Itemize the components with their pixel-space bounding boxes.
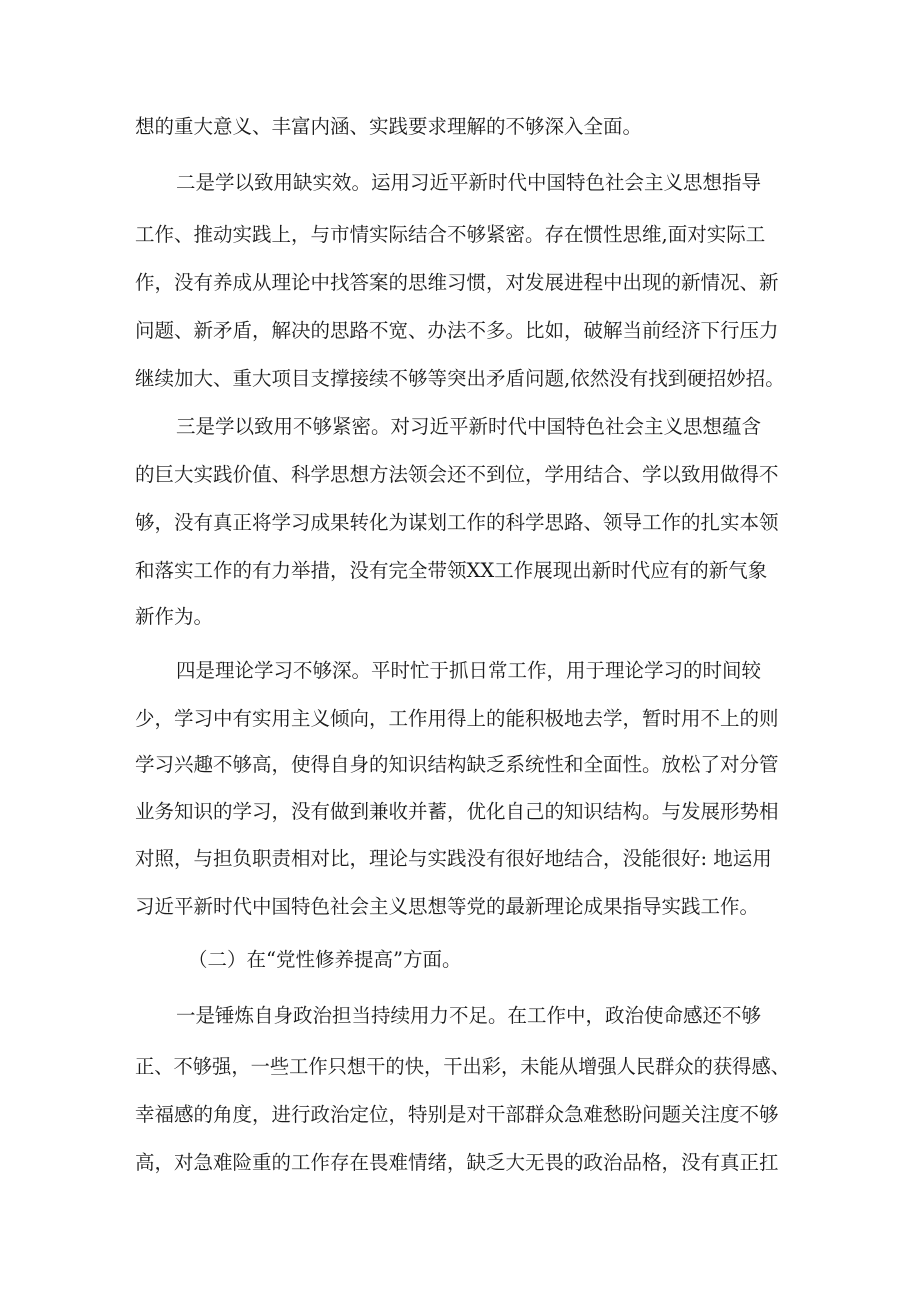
text-line-content: 够，没有真正将学习成果转化为谋划工作的科学思路、领导工作的扎实本领 bbox=[135, 511, 779, 534]
text-line-content: 和落实工作的有力举措，没有完全带领XX工作展现出新时代应有的新气象 bbox=[135, 559, 768, 582]
text-line-content: 一是锤炼自身政治担当持续用力不足。在工作中，政治使命感还不够 bbox=[176, 1004, 762, 1027]
text-line bbox=[0, 556, 920, 586]
text-line-content: 问题、新矛盾，解决的思路不宽、办法不多。比如，破解当前经济下行压力 bbox=[135, 319, 779, 342]
text-line-content: 三是学以致用不够紧密。对习近平新时代中国特色社会主义思想蕴含 bbox=[176, 415, 762, 438]
text-line bbox=[0, 316, 920, 346]
text-line-content: 工作、推动实践上，与市情实际结合不够紧密。存在惯性思维,面对实际工 bbox=[135, 223, 766, 246]
text-line bbox=[0, 1148, 920, 1178]
text-line bbox=[0, 750, 920, 780]
text-line-content: 的巨大实践价值、科学思想方法领会还不到位，学用结合、学以致用做得不 bbox=[135, 463, 779, 486]
text-line bbox=[0, 704, 920, 734]
section-heading bbox=[0, 945, 920, 975]
paragraph-start-line bbox=[0, 1001, 920, 1031]
text-line-content: 四是理论学习不够深。平时忙于抓日常工作，用于理论学习的时间较 bbox=[176, 659, 762, 682]
text-line-content: 二是学以致用缺实效。运用习近平新时代中国特色社会主义思想指导 bbox=[176, 171, 762, 194]
text-line bbox=[0, 844, 920, 874]
text-line bbox=[0, 112, 920, 142]
text-line-content: 正、不够强，一些工作只想干的快，干出彩，未能从增强人民群众的获得感、 bbox=[135, 1055, 790, 1078]
text-line-content: 高，对急难险重的工作存在畏难情绪，缺乏大无畏的政治品格，没有真正扛 bbox=[135, 1151, 779, 1174]
text-line bbox=[0, 1052, 920, 1082]
text-line-content: 习近平新时代中国特色社会主义思想等党的最新理论成果指导实践工作。 bbox=[135, 895, 760, 918]
paragraph-start-line bbox=[0, 412, 920, 442]
text-line-content: 幸福感的角度，进行政治定位，特别是对干部群众急难愁盼问题关注度不够 bbox=[135, 1103, 779, 1126]
text-line-content: 学习兴趣不够高，使得自身的知识结构缺乏系统性和全面性。放松了对分管 bbox=[135, 753, 779, 776]
text-line-content: 少，学习中有实用主义倾向，工作用得上的能积极地去学，暂时用不上的则 bbox=[135, 707, 779, 730]
text-line bbox=[0, 602, 920, 632]
text-line bbox=[0, 364, 920, 394]
text-line bbox=[0, 460, 920, 490]
section-heading-text: （二）在“党性修养提高”方面。 bbox=[188, 948, 462, 971]
text-line bbox=[0, 797, 920, 827]
paragraph-start-line bbox=[0, 656, 920, 686]
text-line bbox=[0, 268, 920, 298]
text-line bbox=[0, 1100, 920, 1130]
text-line-content: 对照，与担负职责相对比，理论与实践没有很好地结合，没能很好: 地运用 bbox=[135, 847, 772, 870]
text-line-content: 想的重大意义、丰富内涵、实践要求理解的不够深入全面。 bbox=[135, 115, 643, 138]
paragraph-start-line bbox=[0, 168, 920, 198]
text-line-content: 业务知识的学习，没有做到兼收并蓄，优化自己的知识结构。与发展形势相 bbox=[135, 800, 779, 823]
text-line bbox=[0, 508, 920, 538]
text-line bbox=[0, 220, 920, 250]
text-line-content: 作，没有养成从理论中找答案的思维习惯，对发展进程中出现的新情况、新 bbox=[135, 271, 779, 294]
text-line bbox=[0, 892, 920, 922]
text-line-content: 继续加大、重大项目支撑接续不够等突出矛盾问题,依然没有找到硬招妙招。 bbox=[135, 367, 785, 390]
text-line-content: 新作为。 bbox=[135, 605, 214, 628]
